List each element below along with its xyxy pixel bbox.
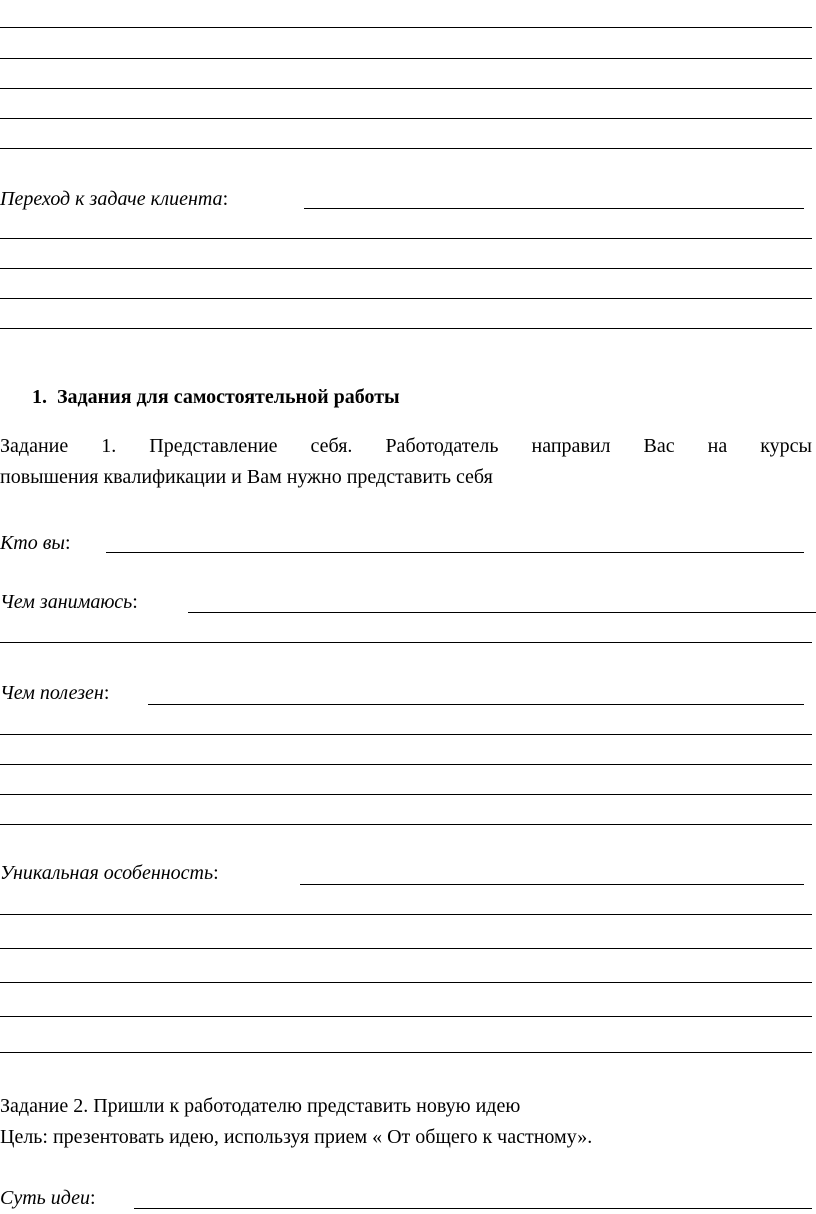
blank-line[interactable] — [0, 298, 812, 299]
task2-description-line1: Задание 2. Пришли к работодателю представить новую идею — [0, 1095, 521, 1117]
essence-field[interactable] — [134, 1208, 812, 1209]
blank-line — [0, 148, 812, 149]
blank-line[interactable] — [0, 268, 812, 269]
blank-line[interactable] — [0, 642, 812, 643]
blank-line[interactable] — [0, 982, 812, 983]
blank-line — [0, 118, 812, 119]
doing-label: Чем занимаюсь: — [0, 591, 138, 613]
task2-goal: Цель: презентовать идею, используя прием « От общего к частному». — [0, 1126, 593, 1148]
blank-line[interactable] — [0, 1016, 812, 1017]
who-label: Кто вы: — [0, 532, 71, 554]
unique-field[interactable] — [300, 884, 804, 885]
blank-line[interactable] — [0, 948, 812, 949]
essence-label: Суть идеи: — [0, 1187, 96, 1209]
client-task-field[interactable] — [304, 208, 804, 209]
blank-line — [0, 27, 812, 28]
useful-label: Чем полезен: — [0, 682, 110, 704]
task1-description-line2: повышения квалификации и Вам нужно представить себя — [0, 466, 493, 488]
blank-line[interactable] — [0, 764, 812, 765]
blank-line[interactable] — [0, 794, 812, 795]
blank-line[interactable] — [0, 914, 812, 915]
blank-line[interactable] — [0, 734, 812, 735]
section-heading: 1. Задания для самостоятельной работы — [32, 386, 400, 408]
blank-line[interactable] — [0, 238, 812, 239]
blank-line — [0, 58, 812, 59]
doing-field[interactable] — [188, 612, 816, 613]
who-field[interactable] — [106, 552, 804, 553]
blank-line[interactable] — [0, 824, 812, 825]
blank-line — [0, 88, 812, 89]
task1-description-line1: Задание 1. Представление себя. Работодатель направил Вас на курсы — [0, 435, 812, 457]
client-task-label: Переход к задаче клиента: — [0, 188, 229, 210]
blank-line[interactable] — [0, 328, 812, 329]
blank-line[interactable] — [0, 1052, 812, 1053]
useful-field[interactable] — [148, 704, 804, 705]
unique-label: Уникальная особенность: — [0, 862, 219, 884]
